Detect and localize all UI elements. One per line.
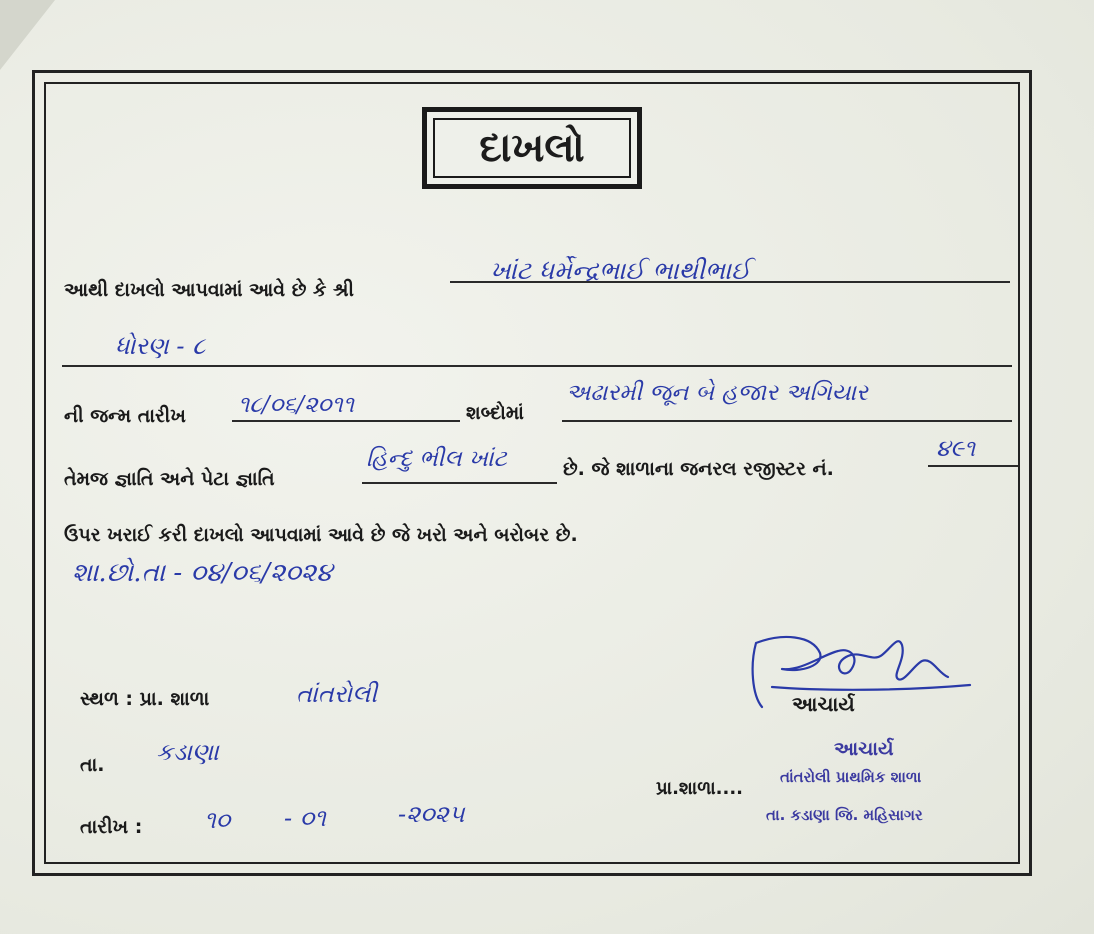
student-name: ખાંટ ધર્મેન્દ્રભાઈ ભાથીભાઈ [490,256,751,285]
folded-corner [0,0,55,70]
school-leaving-date: શા.છો.તા - ૦૪/૦૬/૨૦૨૪ [72,558,333,588]
caste-value: હિન્દુ ભીલ ખાંટ [366,446,507,472]
verification-statement: ઉપર ખરાઈ કરી દાખલો આપવામાં આવે છે જે ખરો અને બરોબર છે. [64,524,578,546]
title-box [422,107,642,189]
intro-label: આથી દાખલો આપવામાં આવે છે કે શ્રી [64,279,354,301]
register-label: છે. જે શાળાના જનરલ રજીસ્ટર નં. [563,458,834,480]
date-label: તારીખ : [80,816,143,838]
birth-date-label: ની જન્મ તારીખ [64,405,186,427]
words-label: શબ્દોમાં [466,402,524,424]
signature [742,625,972,715]
stamp-title: આચાર્ય [834,738,894,760]
signatory-label: આચાર્ય [792,692,855,716]
stamp-school-prefix: પ્રા.શાળા.... [656,778,744,799]
register-number: ૪૯૧ [936,436,976,462]
date-month: - ૦૧ [284,804,326,832]
stamp-district: તા. કડાણા જિ. મહિસાગર [766,806,923,824]
taluka-value: કડાણા [156,738,219,766]
birth-date-value: ૧૮/૦૬/૨૦૧૧ [238,392,355,418]
caste-underline [362,482,557,484]
place-label: સ્થળ : પ્રા. શાળા [80,688,210,710]
certificate-title: દાખલો [433,118,631,178]
place-value: તાંતરોલી [296,680,378,708]
taluka-label: તા. [80,754,105,776]
birth-date-underline [232,420,460,422]
standard-underline [62,365,1012,367]
birth-words-underline [562,420,1012,422]
date-day: ૧૦ [204,806,231,834]
birth-date-words: અઢારમી જૂન બે હજાર અગિયાર [566,380,868,406]
standard-value: ધોરણ - ૮ [115,332,206,360]
stamp-school-name: તાંતરોલી પ્રાથમિક શાળા [780,768,922,786]
caste-label: તેમજ જ્ઞાતિ અને પેટા જ્ઞાતિ [64,468,275,490]
date-year: -૨૦૨૫ [398,800,465,828]
register-underline [928,465,1018,467]
